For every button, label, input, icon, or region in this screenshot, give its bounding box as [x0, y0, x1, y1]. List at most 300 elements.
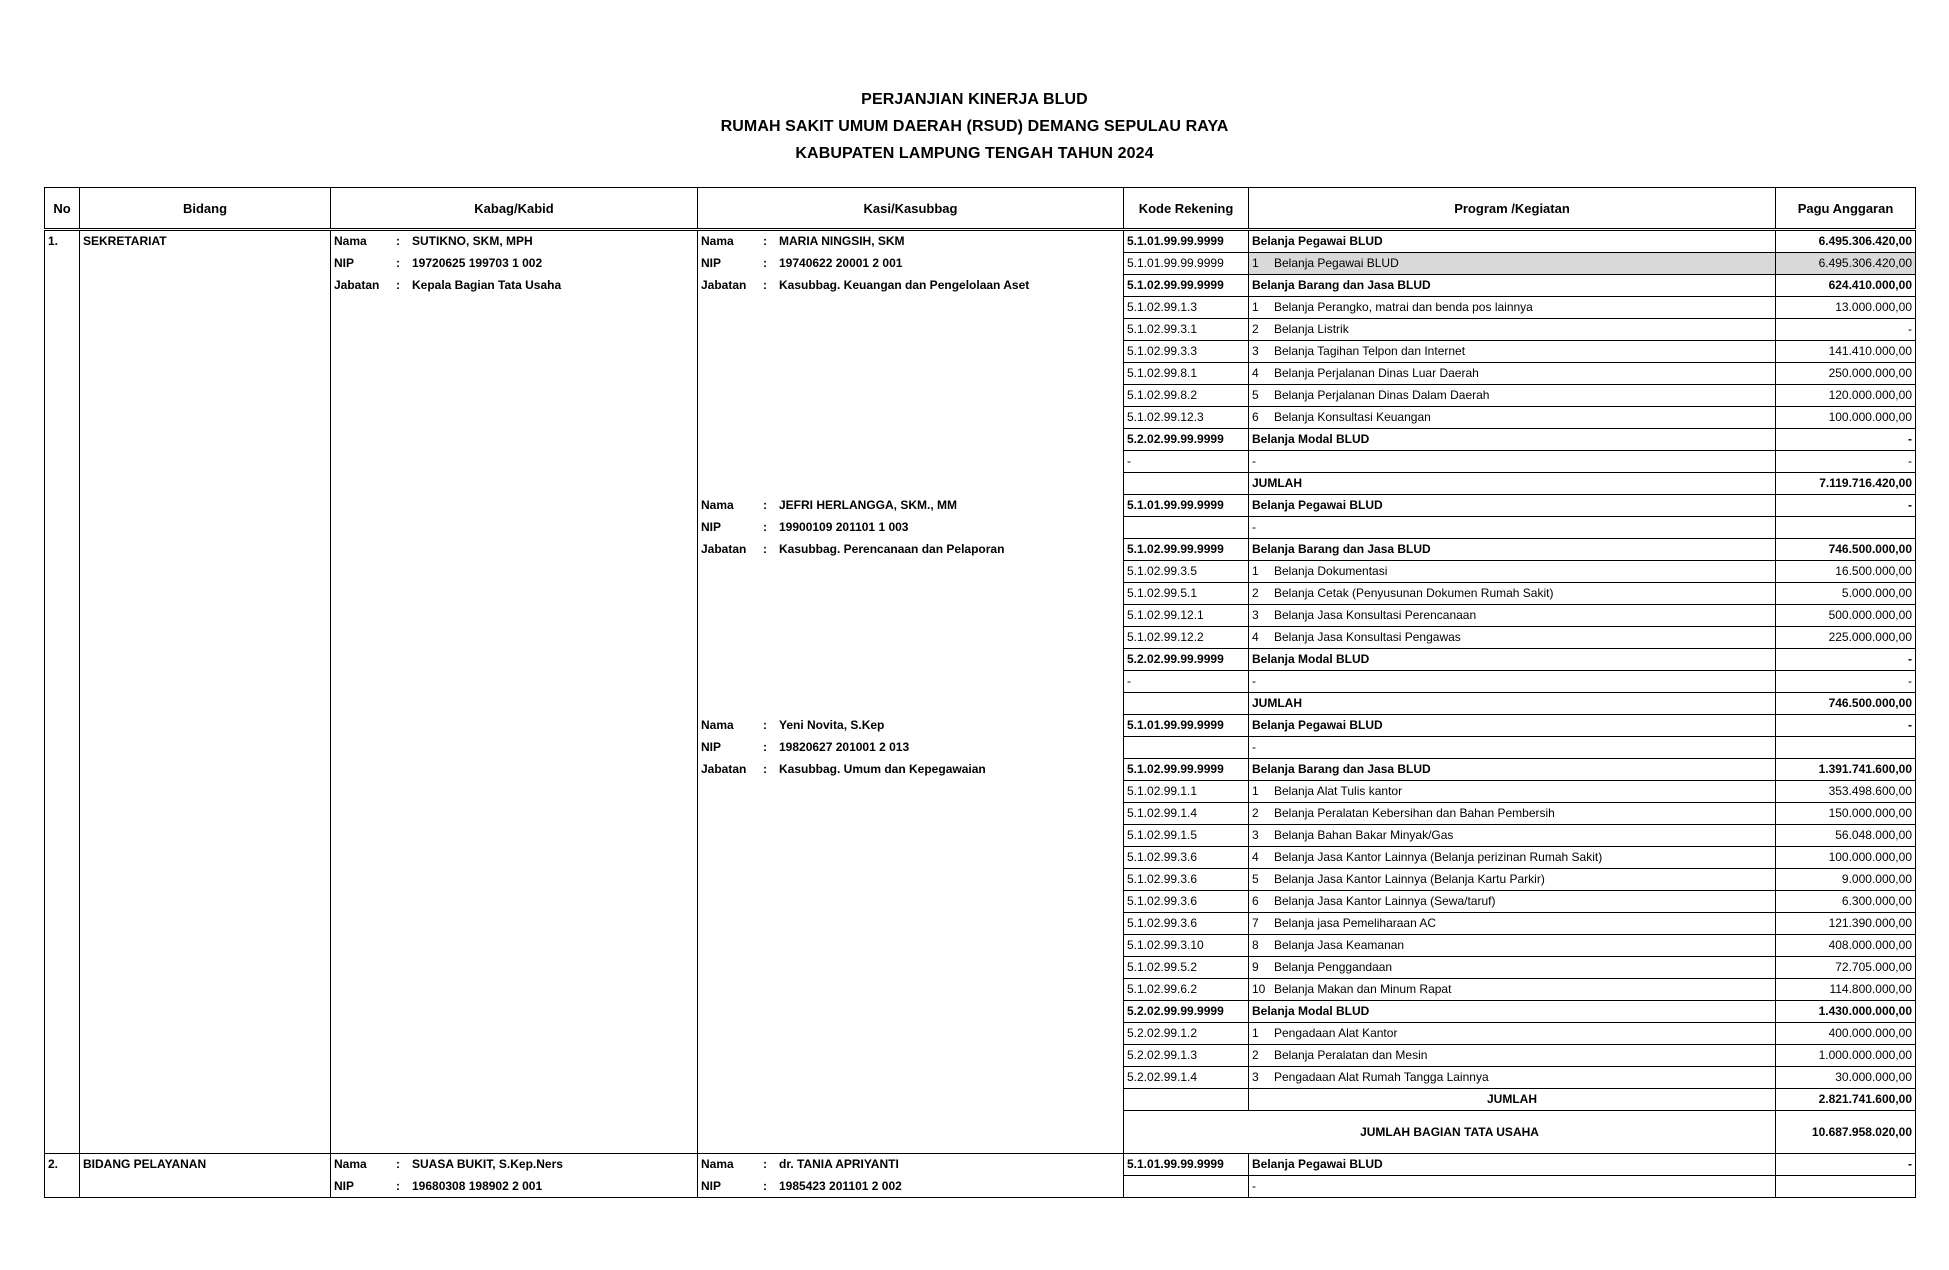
bidang-cell	[80, 385, 331, 407]
pagu-anggaran-cell	[1776, 935, 1916, 957]
kode-rekening-cell	[1124, 495, 1249, 517]
kode-rekening: 5.2.02.99.1.2	[1127, 1026, 1198, 1040]
program-name: Belanja Cetak (Penyusunan Dokumen Rumah Sakit)	[1274, 586, 1554, 600]
kabag-colon: :	[396, 278, 400, 292]
kabag-value: SUASA BUKIT, S.Kep.Ners	[412, 1157, 563, 1172]
kasi-colon: :	[763, 278, 767, 292]
row-number	[45, 737, 80, 759]
kasi-colon: :	[763, 1178, 767, 1193]
table-row	[45, 539, 1916, 561]
row-number	[45, 385, 80, 407]
program-name: -	[1252, 1179, 1256, 1193]
table-row	[45, 1023, 1916, 1045]
kabag-cell	[331, 715, 698, 737]
bidang-cell	[80, 693, 331, 715]
pagu-anggaran: 56.048.000,00	[1835, 828, 1912, 842]
bidang-cell	[80, 407, 331, 429]
program-cell	[1249, 319, 1776, 341]
program-cell	[1249, 385, 1776, 407]
program-name: Belanja Modal BLUD	[1252, 1004, 1370, 1018]
bidang-cell	[80, 627, 331, 649]
bidang-cell	[80, 803, 331, 825]
kode-rekening-cell	[1124, 429, 1249, 451]
pagu-anggaran: 141.410.000,00	[1828, 344, 1912, 358]
kode-rekening: 5.1.02.99.3.6	[1127, 894, 1198, 908]
bidang-cell	[80, 253, 331, 275]
row-number	[45, 297, 80, 319]
kabag-cell	[331, 495, 698, 517]
kasi-cell	[698, 781, 1124, 803]
program-name: Belanja Makan dan Minum Rapat	[1274, 982, 1452, 996]
program-name: Belanja Penggandaan	[1274, 960, 1393, 974]
program-name: Belanja Barang dan Jasa BLUD	[1252, 278, 1431, 292]
table-row	[45, 913, 1916, 935]
kasi-cell	[698, 1176, 1124, 1198]
kode-rekening-cell	[1124, 451, 1249, 473]
pagu-anggaran-cell	[1776, 913, 1916, 935]
kasi-value: MARIA NINGSIH, SKM	[779, 234, 905, 249]
pagu-anggaran-cell	[1776, 627, 1916, 649]
kasi-value: Kasubbag. Umum dan Kepegawaian	[779, 762, 986, 776]
kasi-value: Kasubbag. Keuangan dan Pengelolaan Aset	[779, 278, 1030, 292]
pagu-anggaran-cell	[1776, 1089, 1916, 1111]
kabag-cell	[331, 957, 698, 979]
table-row	[45, 693, 1916, 715]
kasi-label: Nama	[701, 718, 734, 732]
kabag-cell	[331, 605, 698, 627]
kabag-cell	[331, 451, 698, 473]
program-cell	[1249, 627, 1776, 649]
document-title	[0, 86, 1949, 167]
kabag-cell	[331, 429, 698, 451]
bidang-cell	[80, 671, 331, 693]
kasi-cell	[698, 473, 1124, 495]
kode-rekening-cell	[1124, 363, 1249, 385]
program-cell	[1249, 1023, 1776, 1045]
program-name: Belanja Pegawai BLUD	[1252, 234, 1383, 248]
bidang-cell	[80, 341, 331, 363]
kabag-cell	[331, 737, 698, 759]
program-cell	[1249, 649, 1776, 671]
kasi-cell	[698, 1001, 1124, 1023]
bidang-cell	[80, 517, 331, 539]
program-cell	[1249, 693, 1776, 715]
row-number	[45, 913, 80, 935]
row-number	[45, 627, 80, 649]
pagu-anggaran-cell	[1776, 759, 1916, 781]
kode-rekening-cell	[1124, 759, 1249, 781]
program-name: Belanja Perjalanan Dinas Dalam Daerah	[1274, 388, 1490, 402]
table-row	[45, 935, 1916, 957]
kabag-cell	[331, 1045, 698, 1067]
table-row	[45, 341, 1916, 363]
bidang-cell	[80, 1001, 331, 1023]
program-name: Belanja Alat Tulis kantor	[1274, 784, 1403, 798]
pagu-anggaran-cell	[1776, 869, 1916, 891]
row-number	[45, 407, 80, 429]
kasi-colon: :	[763, 718, 767, 732]
program-name: Belanja Pegawai BLUD	[1252, 498, 1383, 512]
kabag-cell	[331, 473, 698, 495]
kode-rekening: 5.1.02.99.8.2	[1127, 388, 1198, 402]
table-row	[45, 230, 1916, 253]
pagu-anggaran: 1.000.000.000,00	[1818, 1048, 1912, 1062]
kasi-cell	[698, 671, 1124, 693]
program-item-number: 4	[1252, 850, 1259, 864]
program-cell	[1249, 539, 1776, 561]
kode-rekening-cell	[1124, 935, 1249, 957]
program-cell	[1249, 407, 1776, 429]
row-number	[45, 583, 80, 605]
kabag-value: SUTIKNO, SKM, MPH	[412, 234, 533, 249]
program-cell	[1249, 253, 1776, 275]
program-name: Belanja Jasa Konsultasi Pengawas	[1274, 630, 1461, 644]
program-item-number: 4	[1252, 630, 1259, 644]
program-cell	[1249, 1045, 1776, 1067]
pagu-anggaran-cell	[1776, 891, 1916, 913]
table-body	[45, 230, 1916, 1198]
kode-rekening: 5.1.02.99.3.6	[1127, 850, 1198, 864]
kode-rekening-cell	[1124, 230, 1249, 253]
kode-rekening: 5.1.01.99.99.9999	[1127, 256, 1224, 270]
row-number	[45, 1176, 80, 1198]
program-item-number: 1	[1252, 256, 1259, 270]
row-number	[45, 1001, 80, 1023]
kabag-cell	[331, 847, 698, 869]
table-row	[45, 627, 1916, 649]
kasi-colon: :	[763, 256, 767, 270]
title-line-1: PERJANJIAN KINERJA BLUD	[861, 91, 1088, 108]
program-cell	[1249, 230, 1776, 253]
table-row	[45, 803, 1916, 825]
program-name: Belanja Modal BLUD	[1252, 652, 1370, 666]
program-name: Belanja Perangko, matrai dan benda pos lainnya	[1274, 300, 1533, 314]
pagu-anggaran-cell	[1776, 715, 1916, 737]
kasi-colon: :	[763, 1157, 767, 1172]
kode-rekening: 5.1.02.99.99.9999	[1127, 762, 1224, 776]
bidang-cell	[80, 1089, 331, 1111]
pagu-anggaran-cell	[1776, 363, 1916, 385]
pagu-anggaran-cell	[1776, 1154, 1916, 1176]
program-cell	[1249, 451, 1776, 473]
pagu-anggaran-cell	[1776, 539, 1916, 561]
kasi-label: NIP	[701, 740, 722, 754]
title-line-2: RUMAH SAKIT UMUM DAERAH (RSUD) DEMANG SEPULAU RAYA	[720, 118, 1229, 135]
kasi-cell	[698, 539, 1124, 561]
kode-rekening: 5.1.02.99.12.2	[1127, 630, 1204, 644]
kode-rekening: -	[1127, 674, 1131, 688]
kode-rekening-cell	[1124, 517, 1249, 539]
kabag-cell	[331, 230, 698, 253]
row-number	[45, 517, 80, 539]
bidang-cell	[80, 363, 331, 385]
kasi-cell	[698, 759, 1124, 781]
bidang-cell	[80, 319, 331, 341]
kode-rekening-cell	[1124, 1089, 1249, 1111]
pagu-anggaran-cell	[1776, 803, 1916, 825]
program-name: -	[1252, 520, 1256, 534]
kasi-colon: :	[763, 234, 767, 249]
pagu-anggaran: 72.705.000,00	[1835, 960, 1912, 974]
pagu-anggaran-cell	[1776, 737, 1916, 759]
kasi-label: Jabatan	[701, 278, 747, 292]
kode-rekening-cell	[1124, 1045, 1249, 1067]
kabag-label: Nama	[334, 234, 367, 249]
pagu-anggaran-cell	[1776, 583, 1916, 605]
kode-rekening-cell	[1124, 1154, 1249, 1176]
kabag-cell	[331, 1176, 698, 1198]
table-row	[45, 275, 1916, 297]
program-name: Belanja Barang dan Jasa BLUD	[1252, 542, 1431, 556]
kode-rekening-cell	[1124, 275, 1249, 297]
kabag-cell	[331, 385, 698, 407]
program-name: Belanja Pegawai BLUD	[1252, 718, 1383, 732]
kasi-cell	[698, 407, 1124, 429]
kode-rekening-cell	[1124, 693, 1249, 715]
pagu-anggaran-cell	[1776, 693, 1916, 715]
kode-rekening: 5.1.01.99.99.9999	[1127, 234, 1224, 248]
header-no: No	[45, 188, 80, 230]
kabag-cell	[331, 803, 698, 825]
program-name: Belanja Tagihan Telpon dan Internet	[1274, 344, 1466, 358]
kode-rekening-cell	[1124, 1001, 1249, 1023]
row-number	[45, 1089, 80, 1111]
kasi-cell	[698, 847, 1124, 869]
pagu-anggaran-cell	[1776, 1001, 1916, 1023]
kasi-label: NIP	[701, 256, 722, 270]
row-number-text: 2.	[48, 1157, 59, 1172]
kabag-cell	[331, 319, 698, 341]
table-row	[45, 1045, 1916, 1067]
kasi-cell	[698, 230, 1124, 253]
row-number-text: 1.	[48, 234, 59, 249]
program-cell	[1249, 1067, 1776, 1089]
table-row	[45, 957, 1916, 979]
bidang-cell	[80, 539, 331, 561]
bidang-text: BIDANG PELAYANAN	[83, 1157, 207, 1172]
kasi-cell	[698, 715, 1124, 737]
pagu-anggaran: 16.500.000,00	[1835, 564, 1912, 578]
pagu-anggaran: 400.000.000,00	[1828, 1026, 1912, 1040]
kasi-cell	[698, 605, 1124, 627]
pagu-anggaran-cell	[1776, 1067, 1916, 1089]
program-cell	[1249, 781, 1776, 803]
pagu-anggaran: 100.000.000,00	[1828, 850, 1912, 864]
kode-rekening: 5.2.02.99.99.9999	[1127, 652, 1224, 666]
kasi-label: NIP	[701, 520, 722, 534]
table-row	[45, 385, 1916, 407]
kode-rekening-cell	[1124, 341, 1249, 363]
pagu-anggaran: 150.000.000,00	[1828, 806, 1912, 820]
row-number	[45, 957, 80, 979]
kode-rekening: 5.1.02.99.3.6	[1127, 872, 1198, 886]
pagu-anggaran: 746.500.000,00	[1828, 542, 1912, 556]
pagu-anggaran: 6.495.306.420,00	[1818, 256, 1912, 270]
row-number	[45, 253, 80, 275]
program-item-number: 3	[1252, 344, 1259, 358]
kabag-label: NIP	[334, 1178, 355, 1193]
program-name: Belanja Jasa Keamanan	[1274, 938, 1405, 952]
kasi-cell	[698, 1154, 1124, 1176]
table-row	[45, 869, 1916, 891]
kabag-colon: :	[396, 1178, 400, 1193]
kode-rekening: 5.1.02.99.12.1	[1127, 608, 1204, 622]
program-cell	[1249, 957, 1776, 979]
pagu-anggaran: 13.000.000,00	[1835, 300, 1912, 314]
program-name: Belanja Jasa Kantor Lainnya (Sewa/taruf)	[1274, 894, 1496, 908]
pagu-anggaran: 10.687.958.020,00	[1811, 1125, 1912, 1139]
pagu-anggaran: -	[1908, 454, 1912, 468]
kasi-value: 19820627 201001 2 013	[779, 740, 910, 754]
kasi-cell	[698, 253, 1124, 275]
program-name: JUMLAH	[1252, 696, 1302, 710]
program-item-number: 1	[1252, 1026, 1259, 1040]
kabag-cell	[331, 341, 698, 363]
table-row	[45, 759, 1916, 781]
pagu-anggaran: 5.000.000,00	[1841, 586, 1912, 600]
kasi-cell	[698, 825, 1124, 847]
program-name: Belanja Pegawai BLUD	[1252, 1157, 1383, 1171]
kasi-cell	[698, 517, 1124, 539]
program-name: JUMLAH	[1487, 1092, 1537, 1106]
table-row	[45, 1089, 1916, 1111]
kabag-cell	[331, 1001, 698, 1023]
header-program: Program /Kegiatan	[1249, 188, 1776, 230]
kabag-value: 19720625 199703 1 002	[412, 256, 543, 270]
bidang-cell	[80, 737, 331, 759]
table-row	[45, 1111, 1916, 1154]
program-cell	[1249, 605, 1776, 627]
kasi-cell	[698, 1023, 1124, 1045]
kasi-cell	[698, 561, 1124, 583]
bidang-cell	[80, 275, 331, 297]
program-name: Belanja Barang dan Jasa BLUD	[1252, 762, 1431, 776]
program-item-number: 1	[1252, 784, 1259, 798]
bidang-cell	[80, 979, 331, 1001]
kasi-value: Kasubbag. Perencanaan dan Pelaporan	[779, 542, 1005, 556]
table-row	[45, 517, 1916, 539]
kode-rekening: 5.1.02.99.1.1	[1127, 784, 1198, 798]
bidang-cell	[80, 825, 331, 847]
program-cell	[1249, 495, 1776, 517]
program-cell	[1249, 847, 1776, 869]
kode-rekening: 5.1.02.99.3.3	[1127, 344, 1198, 358]
kabag-cell	[331, 627, 698, 649]
kabag-cell	[331, 1067, 698, 1089]
bidang-cell	[80, 297, 331, 319]
kasi-colon: :	[763, 498, 767, 512]
kasi-label: Jabatan	[701, 542, 747, 556]
bidang-cell	[80, 230, 331, 253]
kode-rekening: 5.1.02.99.3.10	[1127, 938, 1204, 952]
kode-rekening-cell	[1124, 627, 1249, 649]
kode-rekening: 5.1.02.99.99.9999	[1127, 542, 1224, 556]
kode-rekening-cell	[1124, 869, 1249, 891]
pagu-anggaran: 408.000.000,00	[1828, 938, 1912, 952]
bidang-cell	[80, 1023, 331, 1045]
kode-rekening-cell	[1124, 957, 1249, 979]
header-bidang: Bidang	[80, 188, 331, 230]
kabag-cell	[331, 275, 698, 297]
table-row	[45, 671, 1916, 693]
row-number	[45, 1111, 80, 1154]
kode-rekening: -	[1127, 454, 1131, 468]
bidang-cell	[80, 847, 331, 869]
kabag-cell	[331, 759, 698, 781]
program-cell	[1249, 473, 1776, 495]
pagu-anggaran: -	[1908, 674, 1912, 688]
row-number	[45, 825, 80, 847]
program-item-number: 8	[1252, 938, 1259, 952]
program-name: -	[1252, 674, 1256, 688]
kasi-colon: :	[763, 762, 767, 776]
title-line-3: KABUPATEN LAMPUNG TENGAH TAHUN 2024	[795, 145, 1154, 162]
budget-table	[44, 187, 1916, 1198]
bidang-cell	[80, 957, 331, 979]
bidang-cell	[80, 869, 331, 891]
row-number	[45, 935, 80, 957]
kasi-cell	[698, 297, 1124, 319]
bidang-cell	[80, 913, 331, 935]
pagu-anggaran-cell	[1776, 649, 1916, 671]
table-row	[45, 1067, 1916, 1089]
pagu-anggaran: -	[1908, 652, 1912, 666]
pagu-anggaran-cell	[1776, 385, 1916, 407]
kode-rekening-cell	[1124, 847, 1249, 869]
kabag-cell	[331, 671, 698, 693]
kasi-value: dr. TANIA APRIYANTI	[779, 1157, 899, 1172]
program-name: Belanja Listrik	[1274, 322, 1349, 336]
program-item-number: 6	[1252, 410, 1259, 424]
bidang-text: SEKRETARIAT	[83, 234, 167, 249]
table-row	[45, 715, 1916, 737]
row-number	[45, 979, 80, 1001]
row-number	[45, 1067, 80, 1089]
table-row	[45, 363, 1916, 385]
header-kode: Kode Rekening	[1124, 188, 1249, 230]
kasi-value: JEFRI HERLANGGA, SKM., MM	[779, 498, 958, 512]
program-item-number: 4	[1252, 366, 1259, 380]
program-cell	[1249, 275, 1776, 297]
program-cell	[1249, 297, 1776, 319]
row-number	[45, 759, 80, 781]
kabag-cell	[331, 407, 698, 429]
kode-rekening-cell	[1124, 781, 1249, 803]
pagu-anggaran-cell	[1776, 561, 1916, 583]
kabag-colon: :	[396, 256, 400, 270]
program-cell	[1249, 583, 1776, 605]
program-cell	[1249, 363, 1776, 385]
row-number	[45, 1154, 80, 1176]
row-number	[45, 341, 80, 363]
row-number	[45, 1045, 80, 1067]
kode-rekening: 5.2.02.99.1.4	[1127, 1070, 1198, 1084]
pagu-anggaran: 624.410.000,00	[1828, 278, 1912, 292]
program-cell	[1249, 891, 1776, 913]
kode-rekening-cell	[1124, 385, 1249, 407]
kasi-cell	[698, 649, 1124, 671]
row-number	[45, 230, 80, 253]
kasi-value: Yeni Novita, S.Kep	[779, 718, 885, 732]
pagu-anggaran: 7.119.716.420,00	[1819, 476, 1912, 490]
kasi-cell	[698, 737, 1124, 759]
kabag-cell	[331, 1023, 698, 1045]
table-row	[45, 605, 1916, 627]
kode-rekening-cell	[1124, 561, 1249, 583]
row-number	[45, 803, 80, 825]
kabag-cell	[331, 825, 698, 847]
kasi-colon: :	[763, 542, 767, 556]
